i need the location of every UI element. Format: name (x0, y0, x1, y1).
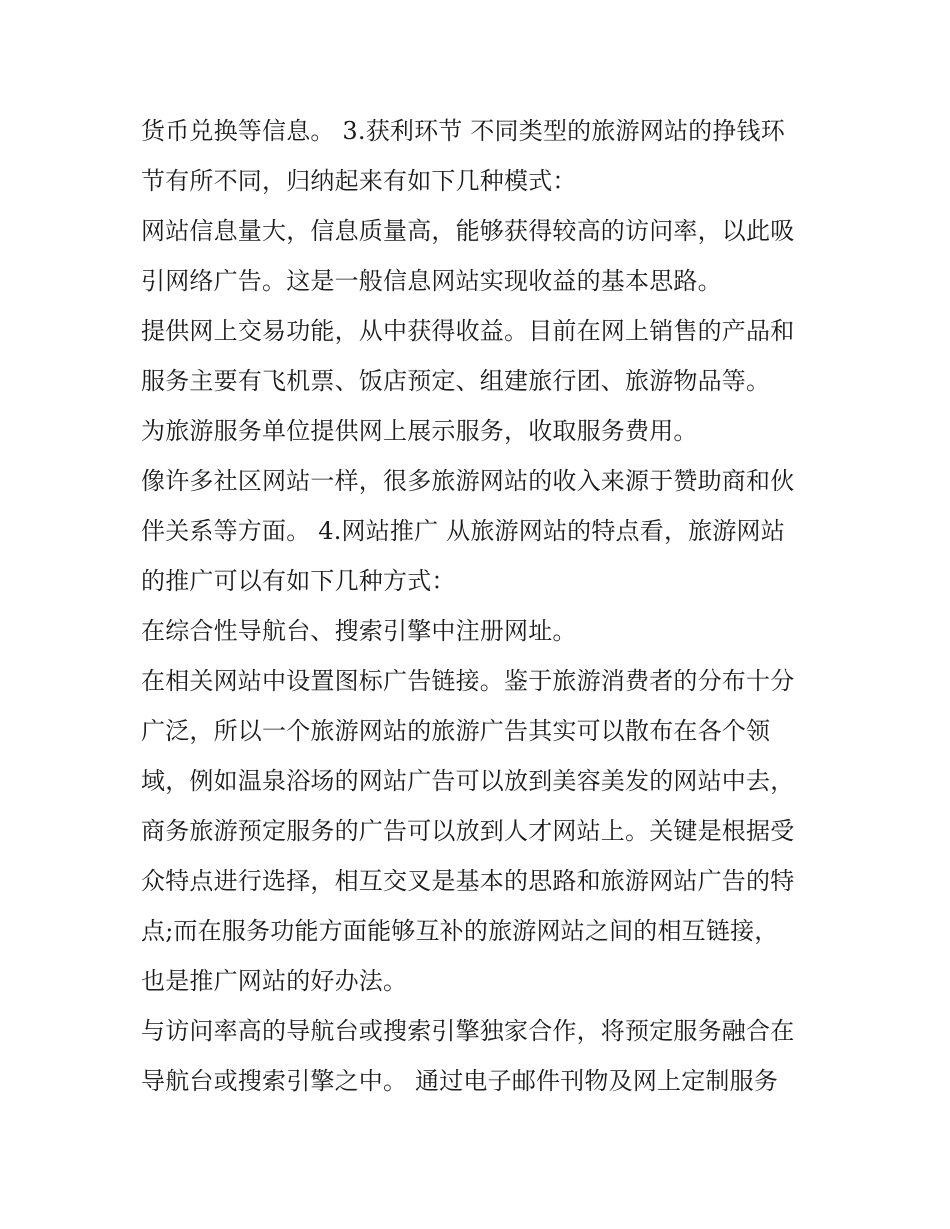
text-line: 引网络广告。这是一般信息网站实现收益的基本思路。 (141, 267, 722, 295)
text-line: 也是推广网站的好办法。 (141, 967, 408, 995)
text-line: 服务主要有飞机票、饭店预定、组建旅行团、旅游物品等。 (141, 367, 771, 395)
text-line: 众特点进行选择，相互交叉是基本的思路和旅游网站广告的特 (141, 867, 795, 895)
text-line: 广泛，所以一个旅游网站的旅游广告其实可以散布在各个领 (141, 717, 771, 745)
text-line: 导航台或搜索引擎之中。 通过电子邮件刊物及网上定制服务 (141, 1067, 779, 1095)
text-line: 的推广可以有如下几种方式： (141, 567, 456, 595)
text-line: 节有所不同，归纳起来有如下几种模式： (141, 167, 577, 195)
text-line: 在综合性导航台、搜索引擎中注册网址。 (141, 617, 577, 645)
text-line: 商务旅游预定服务的广告可以放到人才网站上。关键是根据受 (141, 817, 795, 845)
text-line: 伴关系等方面。 4.网站推广 从旅游网站的特点看，旅游网站 (141, 517, 785, 545)
text-line: 与访问率高的导航台或搜索引擎独家合作，将预定服务融合在 (141, 1017, 795, 1045)
text-line: 网站信息量大，信息质量高，能够获得较高的访问率，以此吸 (141, 217, 795, 245)
text-line: 提供网上交易功能，从中获得收益。目前在网上销售的产品和 (141, 317, 795, 345)
document-body (141, 106, 821, 1106)
text-line: 点;而在服务功能方面能够互补的旅游网站之间的相互链接， (141, 917, 779, 945)
text-line: 在相关网站中设置图标广告链接。鉴于旅游消费者的分布十分 (141, 667, 795, 695)
text-line: 为旅游服务单位提供网上展示服务，收取服务费用。 (141, 417, 698, 445)
text-line: 像许多社区网站一样，很多旅游网站的收入来源于赞助商和伙 (141, 467, 795, 495)
text-line: 域，例如温泉浴场的网站广告可以放到美容美发的网站中去， (141, 767, 795, 795)
text-line: 货币兑换等信息。 3.获利环节 不同类型的旅游网站的挣钱环 (141, 117, 785, 145)
